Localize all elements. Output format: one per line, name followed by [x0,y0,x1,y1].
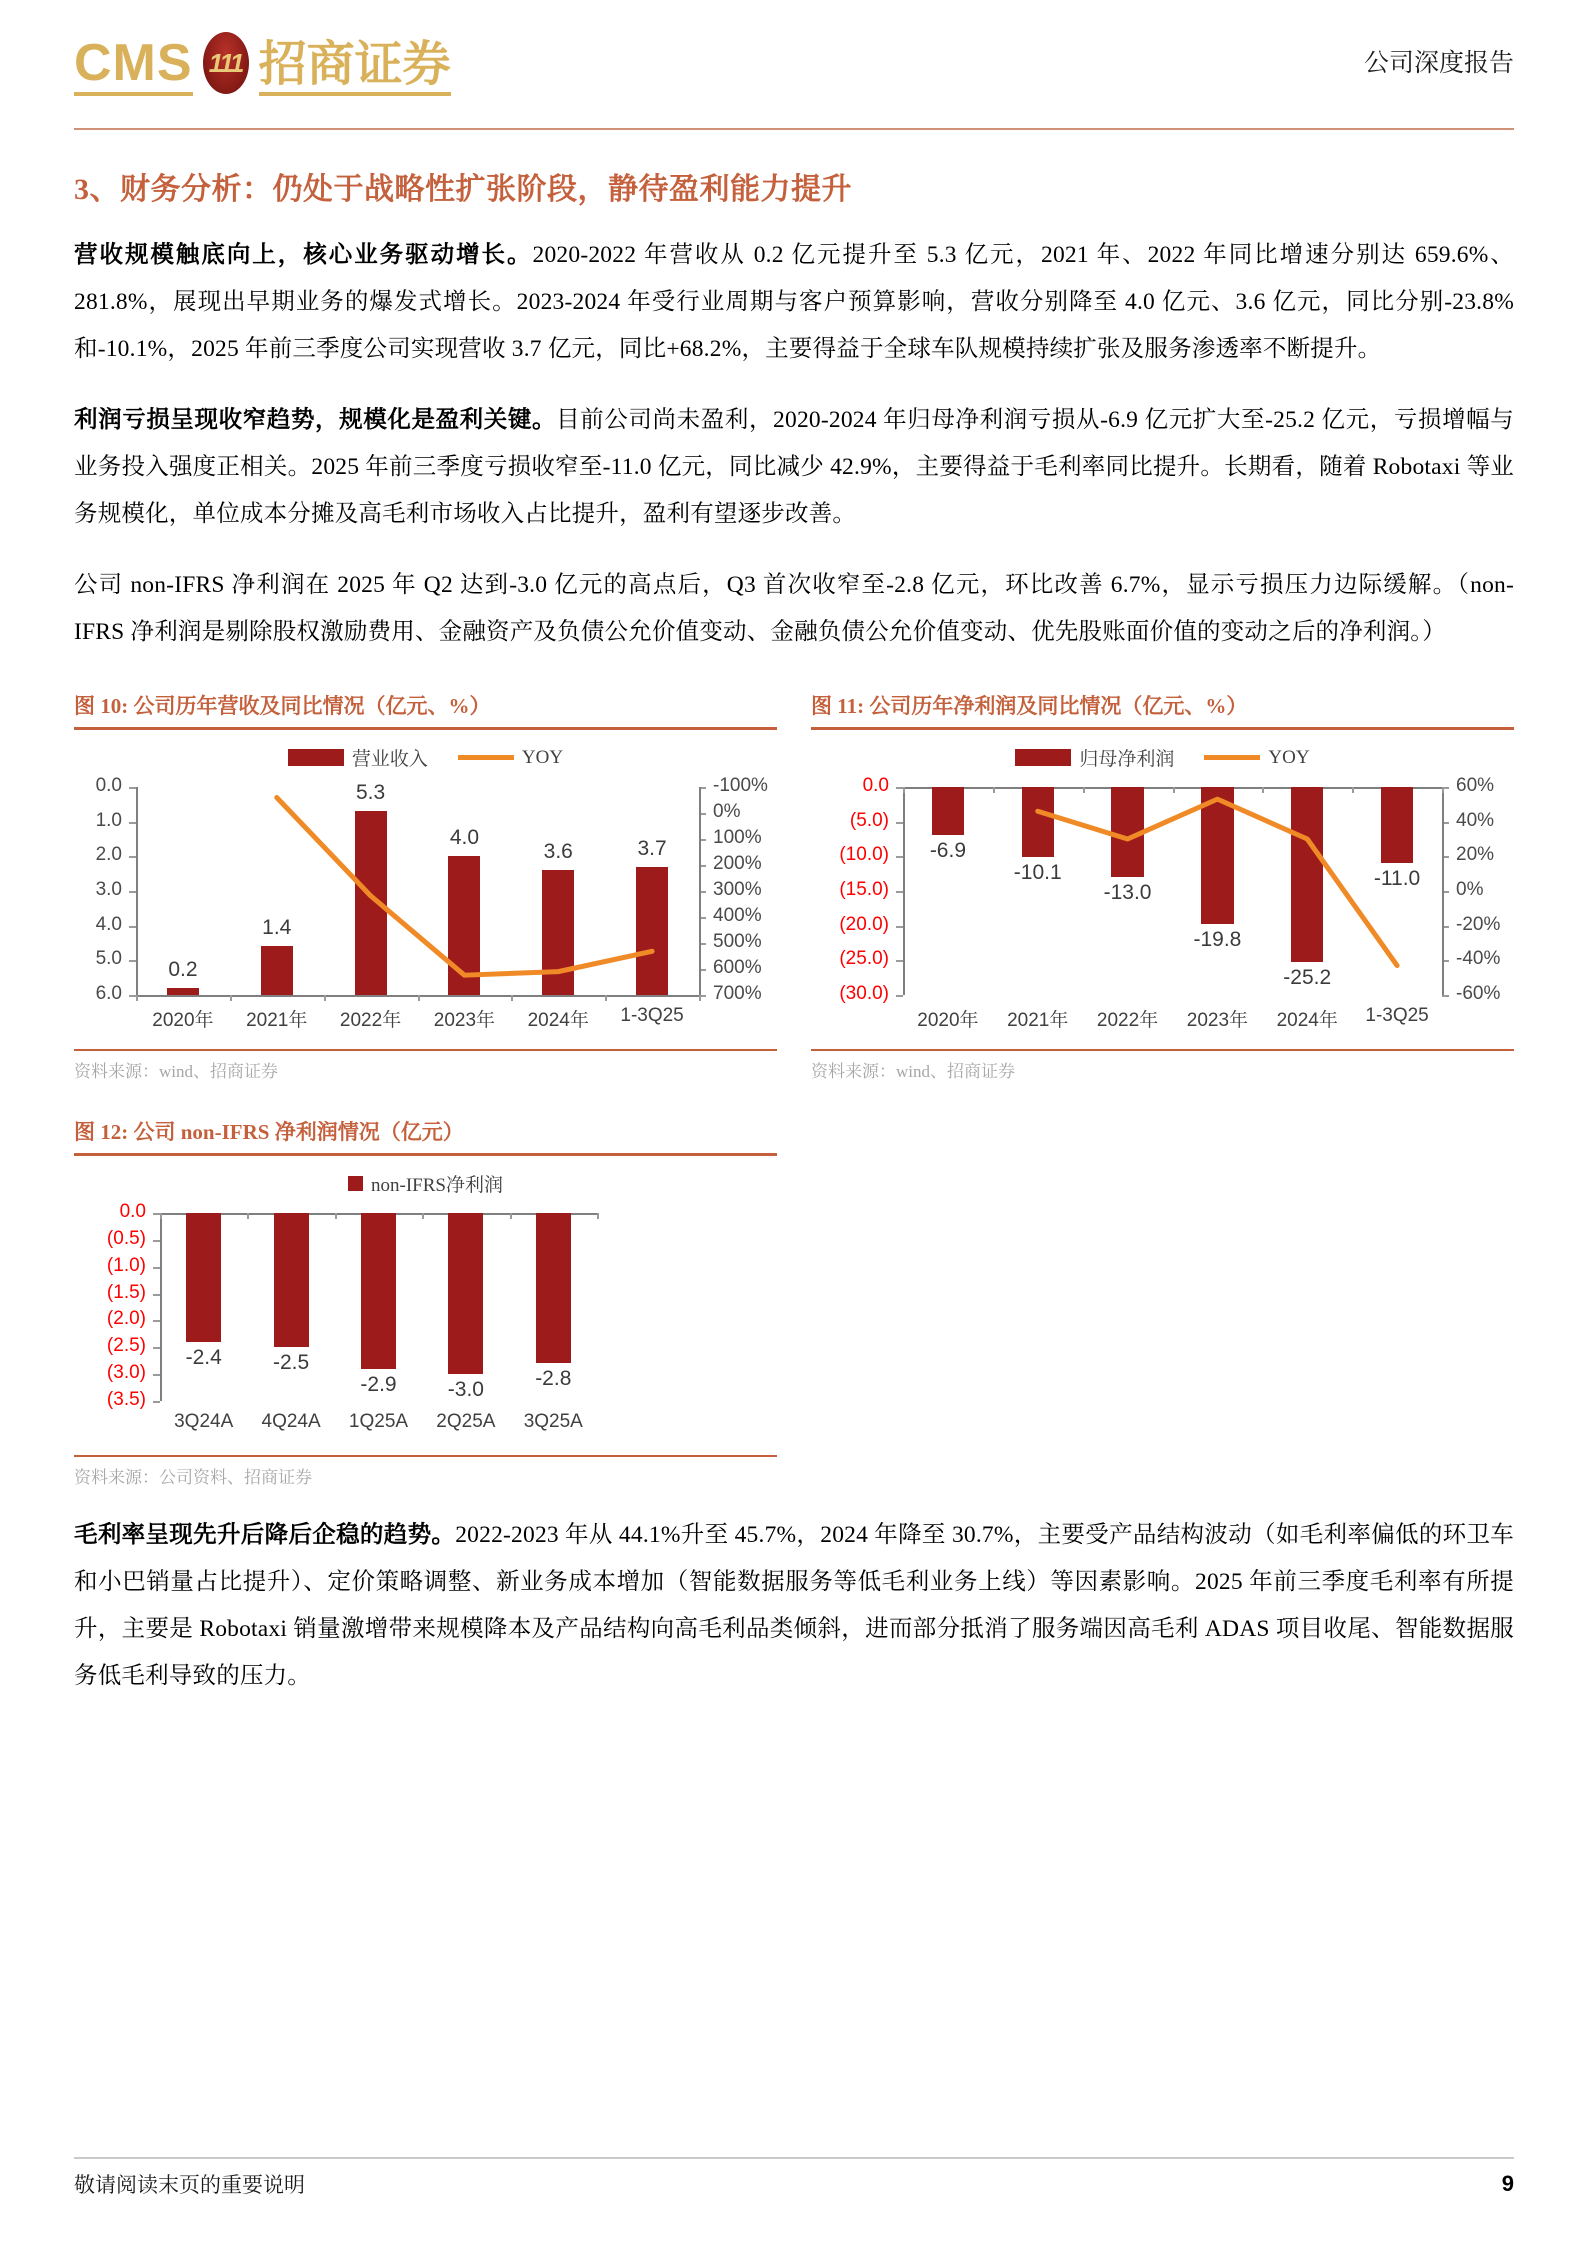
x-axis-tick [1173,787,1175,793]
logo-text-en: CMS [74,37,193,96]
y2-axis-line [699,787,701,995]
bar [261,946,293,995]
fig11-legend [811,744,1514,771]
x-axis-category-label: 2024年 [527,1010,589,1031]
legend-item-line [458,747,563,769]
x-axis-category-label: 2020年 [152,1010,214,1031]
y-axis-tick [129,787,136,789]
x-axis-tick [335,1213,337,1219]
legend-label: YOY [521,746,564,768]
y-axis-tick-label: 0.0 [119,1201,146,1222]
x-axis-category-label: 2023年 [1186,1010,1249,1031]
bar [542,870,574,995]
y-axis-tick-label: (20.0) [839,913,889,935]
y-axis-tick-label: 4.0 [95,913,122,935]
y-axis-tick-label: (2.0) [106,1308,146,1330]
exhibit-source: 资料来源：wind、招商证券 [811,1049,1514,1082]
bar [636,867,668,995]
bar [355,811,387,995]
exhibit-title [74,690,777,727]
paragraph-text: 公司 non-IFRS 净利润在 2025 年 Q2 达到-3.0 亿元的高点后，Q3 首次收窄至-2.8 亿元，环比改善 6.7%，显示亏损压力边际缓解。（non-IFRS 净利润是剔除股权激励费用、金融资产及负债公允价值变动、金融负债公允价值变动、优先股账面价值的变动之后的净利润。） [74,572,1514,645]
fig11-chart [811,771,1514,1041]
y-axis-tick [129,960,136,962]
y2-axis-tick-label: 500% [713,931,762,952]
y-axis-tick [896,787,903,789]
y-axis-tick-label: 2.0 [95,844,122,866]
y-axis-tick-label: (2.5) [106,1335,146,1357]
fig12-chart [74,1197,777,1447]
y-axis-line [160,1213,162,1401]
x-axis-category-label: 2021年 [1007,1010,1069,1031]
y2-axis-tick-label: -100% [713,775,768,796]
y-axis-tick [896,822,903,824]
y2-axis-tick-label: 100% [713,827,762,848]
y-axis-tick-label: (1.5) [106,1281,146,1303]
y-axis-tick [896,856,903,858]
legend-label: 归母净利润 [1079,749,1175,770]
y-axis-tick [153,1347,160,1349]
x-axis-tick [510,1213,512,1219]
x-axis-tick [324,995,326,1001]
x-axis-category-label: 2021年 [246,1010,308,1031]
legend-line-swatch-icon [458,755,514,760]
x-axis-tick [605,995,607,1001]
x-axis-tick [1352,787,1354,793]
footer-note: 敬请阅读末页的重要说明 [74,2173,305,2197]
exhibit-label: 图 10: [74,694,129,718]
paragraph-lead: 营收规模触底向上，核心业务驱动增长。 [74,242,533,268]
legend-line-swatch-icon [1204,755,1260,760]
paragraph-text: 目前公司尚未盈利，2020-2024 年归母净利润亏损从-6.9 亿元扩大至-25.2 亿元，亏损增幅与业务投入强度正相关。2025 年前三季度亏损收窄至-11.0 亿元，同比减少 42.9%，主要得益于毛利率同比提升。长期看，随着 Robotaxi 等业务规模化，单位成本分摊及高毛利市场收入占比提升，盈利有望逐步改善。 [74,407,1514,527]
y2-axis-tick-label: -60% [1456,983,1501,1004]
paragraph-text: 2022-2023 年从 44.1%升至 45.7%，2024 年降至 30.7%，主要受产品结构波动（如毛利率偏低的环卫车和小巴销量占比提升）、定价策略调整、新业务成本增加（智能数据服务等低毛利业务上线）等因素影响。2025 年前三季度毛利率有所提升，主要是 Robotaxi 销量激增带来规模降本及产品结构向高毛利品类倾斜，进而部分抵消了服务端因高毛利 ADAS 项目收尾、智能数据服务低毛利导致的压力。 [74,1522,1515,1689]
header-divider [74,128,1514,130]
y2-axis-tick-label: 400% [713,905,762,926]
y-axis-tick [153,1267,160,1269]
y-axis-tick [153,1240,160,1242]
x-axis-category-label: 3Q25A [523,1411,583,1432]
exhibit-source: 资料来源：wind、招商证券 [74,1049,777,1082]
logo-text-cn: 招商证券 [259,41,451,96]
bar-value-label: -11.0 [1373,867,1421,891]
bar-value-label: 4.0 [449,826,480,850]
paragraph-profit [74,397,1514,538]
bar-value-label: -10.1 [1013,861,1062,885]
bar-value-label: -2.5 [272,1351,310,1375]
logo-emblem-icon [203,32,249,94]
paragraph-lead: 利润亏损呈现收窄趋势，规模化是盈利关键。 [74,407,557,433]
exhibit-title [811,690,1514,727]
x-axis-category-label: 2023年 [433,1010,496,1031]
bar-value-label: 3.7 [637,836,667,860]
x-axis-category-label: 2Q25A [436,1411,496,1432]
bar [167,988,199,995]
x-axis-category-label: 2022年 [1096,1010,1159,1031]
legend-item-bar [288,744,428,771]
x-axis-category-label: 1-3Q25 [620,1005,684,1026]
cms-logo [74,32,451,96]
legend-label: 营业收入 [351,749,428,770]
bar-value-label: -13.0 [1103,881,1152,905]
exhibit-fig12 [74,1116,777,1488]
y-axis-tick-label: (3.5) [106,1389,146,1410]
legend-label: non-IFRS净利润 [371,1175,503,1196]
exhibit-fig10 [74,690,777,1082]
x-axis-tick [511,995,513,1001]
legend-bar-swatch-icon [348,1176,363,1191]
x-axis-tick [903,787,905,793]
paragraph-grossmargin [74,1512,1514,1700]
bar [274,1213,309,1347]
legend-label: YOY [1268,746,1310,768]
exhibit-row-bottom [74,1116,1514,1488]
exhibit-spacer [811,1116,1514,1488]
legend-item-bar [1015,744,1174,771]
exhibit-body [74,730,777,1041]
bar-value-label: 1.4 [262,916,292,940]
exhibit-source: 资料来源：公司资料、招商证券 [74,1455,777,1488]
y-axis-tick-label: (15.0) [839,879,889,900]
y-axis-tick-label: 0.0 [95,775,122,796]
y-axis-tick [129,891,136,893]
y2-axis-tick-label: -20% [1456,913,1501,935]
bar [1381,787,1413,863]
paragraph-revenue [74,232,1514,373]
exhibit-label: 图 12: [74,1120,129,1144]
y-axis-tick [153,1401,160,1403]
exhibit-title [74,1116,777,1153]
x-axis-category-label: 3Q24A [174,1411,234,1432]
exhibit-label: 图 11: [811,694,865,718]
bar [1291,787,1323,962]
bar-value-label: -3.0 [447,1378,484,1402]
x-axis-category-label: 1-3Q25 [1365,1005,1429,1026]
section-title: 3、财务分析：仍处于战略性扩张阶段，静待盈利能力提升 [74,173,852,206]
exhibit-body [811,730,1514,1041]
exhibit-fig11 [811,690,1514,1082]
y-axis-tick-label: 6.0 [95,983,122,1004]
bar [186,1213,221,1342]
bar [1201,787,1233,924]
y-axis-tick [129,926,136,928]
y-axis-tick-label: 0.0 [862,775,889,796]
bar-value-label: -25.2 [1283,965,1332,989]
x-axis-tick [1442,787,1444,793]
y-axis-tick [896,960,903,962]
bar [932,787,964,835]
bar-value-label: -2.9 [360,1372,397,1396]
y-axis-tick [153,1294,160,1296]
y2-axis-tick-label: 300% [713,879,762,900]
x-axis-tick [418,995,420,1001]
y2-axis-tick [1442,995,1449,997]
footer-content [74,2159,1514,2199]
x-axis-tick [993,787,995,793]
bar [1111,787,1143,877]
y2-axis-tick-label: -40% [1456,948,1501,970]
x-axis-tick [1262,787,1264,793]
exhibit-caption: 公司 non-IFRS 净利润情况（亿元） [133,1120,464,1144]
y-axis-tick-label: 5.0 [95,948,122,970]
y-axis-tick-label: (25.0) [839,948,889,970]
y-axis-tick [129,822,136,824]
page-header [74,0,1514,128]
legend-bar-swatch-icon [1015,749,1071,766]
legend-item-line [1204,747,1309,769]
y2-axis-tick-label: 40% [1456,809,1495,831]
x-axis-category-label: 1Q25A [348,1411,409,1432]
y2-axis-line [1442,787,1444,995]
bar [448,1213,483,1374]
bar-value-label: -6.9 [929,838,966,862]
bar-value-label: -19.8 [1193,928,1242,952]
logo-badge-text: 111 [208,48,243,78]
y-axis-tick [896,995,903,997]
y-axis-tick-label: 1.0 [95,809,122,831]
x-axis-tick [160,1213,162,1219]
legend-bar-swatch-icon [288,749,344,766]
document-type: 公司深度报告 [1363,50,1514,77]
x-axis-category-label: 4Q24A [261,1411,321,1432]
bar [1022,787,1054,857]
bar [448,856,480,995]
fig12-legend [74,1170,777,1197]
paragraph-text: 2020-2022 年营收从 0.2 亿元提升至 5.3 亿元，2021 年、2022 年同比增速分别达 659.6%、281.8%，展现出早期业务的爆发式增长。2023-2024 年受行业周期与客户预算影响，营收分别降至 4.0 亿元、3.6 亿元，同比分别-23.8%和-10.1%，2025 年前三季度公司实现营收 3.7 亿元，同比+68.2%，主要得益于全球车队规模持续扩张及服务渗透率不断提升。 [74,242,1514,362]
y2-axis-tick-label: 700% [713,983,762,1004]
page-footer [74,2157,1514,2199]
x-axis-category-label: 2024年 [1276,1010,1338,1031]
bar-value-label: 5.3 [355,781,386,805]
y-axis-tick-label: (0.5) [106,1227,146,1249]
bar-value-label: 0.2 [168,958,198,982]
y-axis-tick [153,1320,160,1322]
bar [361,1213,396,1369]
exhibit-body [74,1156,777,1447]
y-axis-tick [896,891,903,893]
exhibit-row-top [74,690,1514,1082]
fig10-legend [74,744,777,771]
y-axis-tick [129,856,136,858]
y-axis-tick-label: (5.0) [849,809,889,831]
y2-axis-tick-label: 0% [1456,879,1484,900]
y-axis-tick [153,1213,160,1215]
bar [536,1213,571,1363]
y-axis-tick-label: (1.0) [106,1254,146,1276]
fig10-chart [74,771,777,1041]
x-axis-tick [1083,787,1085,793]
y2-axis-tick-label: 0% [713,801,741,822]
y-axis-line [903,787,905,995]
paragraph-lead: 毛利率呈现先升后降后企稳的趋势。 [74,1522,456,1548]
bar-value-label: -2.4 [185,1345,222,1369]
y-axis-tick-label: (10.0) [839,844,889,866]
x-axis-tick [247,1213,249,1219]
yoy-line-series [74,771,777,1041]
y-axis-tick [153,1374,160,1376]
page-number: 9 [1501,2171,1514,2196]
y2-axis-tick-label: 60% [1456,775,1495,796]
y-axis-tick [896,926,903,928]
x-axis-category-label: 2022年 [339,1010,402,1031]
y-axis-tick-label: (30.0) [839,983,889,1004]
y2-axis-tick-label: 20% [1456,844,1495,866]
x-axis-tick [699,995,701,1001]
legend-item-bar [348,1170,503,1197]
y2-axis-tick-label: 200% [713,853,762,874]
x-axis-tick [422,1213,424,1219]
y2-axis-tick-label: 600% [713,957,762,978]
y-axis-tick-label: (3.0) [106,1362,146,1384]
paragraph-nonifrs [74,562,1514,656]
exhibit-caption: 公司历年净利润及同比情况（亿元、%） [869,694,1248,718]
bar-value-label: 3.6 [543,840,573,864]
bar-value-label: -2.8 [535,1367,572,1391]
x-axis-category-label: 2020年 [917,1010,979,1031]
x-axis-tick [136,995,138,1001]
y-axis-tick-label: 3.0 [95,879,122,900]
y-axis-tick [129,995,136,997]
x-axis-tick [230,995,232,1001]
x-axis-tick [597,1213,599,1219]
exhibit-caption: 公司历年营收及同比情况（亿元、%） [133,694,491,718]
